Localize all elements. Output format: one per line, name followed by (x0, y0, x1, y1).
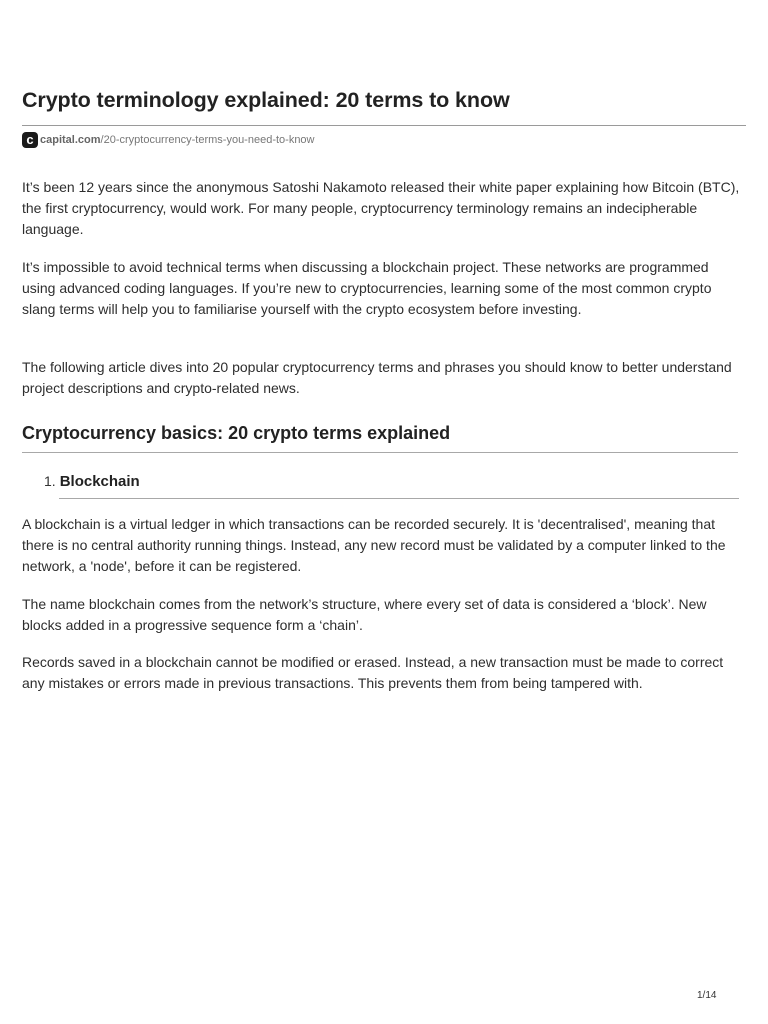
source-domain[interactable]: capital.com (40, 133, 101, 146)
intro-paragraph-2: It’s impossible to avoid technical terms when discussing a blockchain project. These networks are programmed using advanced coding languages. If you’re new to cryptocurrencies, learning some of the most common crypto slang terms will help you to familiarise yourself with the crypto ecosystem before investing. (22, 259, 712, 318)
logo-letter: c (26, 132, 34, 147)
list-heading: Blockchain (59, 473, 140, 490)
article-title: Crypto terminology explained: 20 terms to know (22, 88, 510, 112)
body-paragraph-3: Records saved in a blockchain cannot be modified or erased. Instead, a new transaction must be made to correct any mistakes or errors made in previous transactions. This prevents them from being tampered with. (22, 654, 724, 692)
list-item-blockchain (44, 473, 140, 490)
section-divider (22, 452, 738, 453)
body-paragraph-2: The name blockchain comes from the network’s structure, where every set of data is considered a ‘block’. New blocks added in a progressive sequence form a ‘chain’. (22, 596, 707, 634)
source-link[interactable] (22, 131, 315, 148)
page-number: 1/14 (697, 990, 717, 1001)
list-number: 1. (44, 473, 56, 489)
title-divider (22, 125, 746, 126)
body-paragraph-1: A blockchain is a virtual ledger in which transactions can be recorded securely. It is 'decentralised', meaning that there is no central authority running things. Instead, any new record must be validated by a computer linked to the network, a 'node', before it can be registered. (22, 516, 726, 575)
intro-paragraph-3: The following article dives into 20 popular cryptocurrency terms and phrases you should know to better understand project descriptions and crypto-related news. (22, 359, 732, 397)
source-path[interactable]: /20-cryptocurrency-terms-you-need-to-know (100, 133, 315, 146)
subsection-divider (59, 498, 739, 499)
section-heading: Cryptocurrency basics: 20 crypto terms explained (22, 423, 451, 443)
capital-logo-icon (22, 132, 38, 148)
intro-paragraph-1: It’s been 12 years since the anonymous Satoshi Nakamoto released their white paper explaining how Bitcoin (BTC), the first cryptocurrency, would work. For many people, cryptocurrency terminology remains an indecipherable language. (22, 179, 740, 238)
